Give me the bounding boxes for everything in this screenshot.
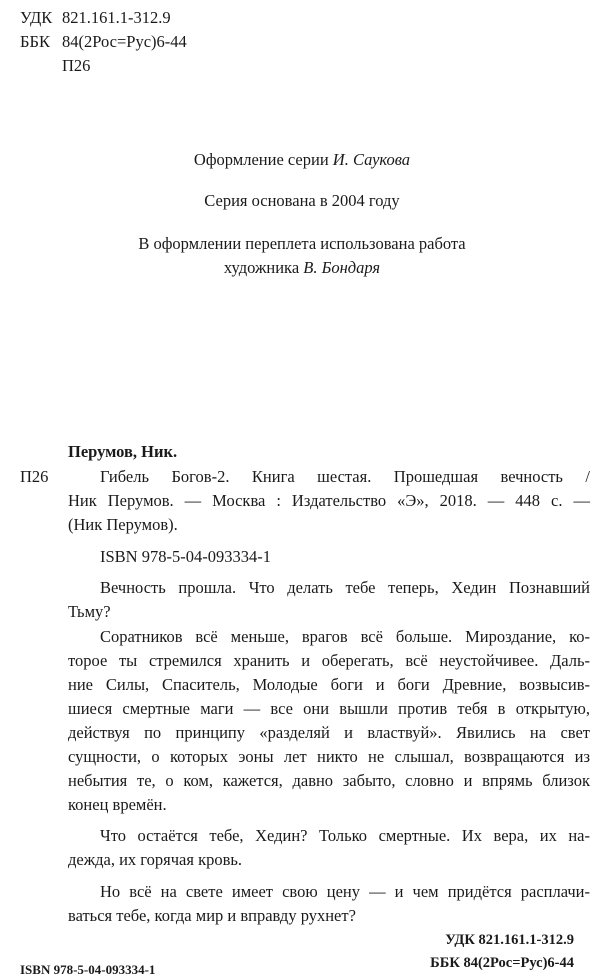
author-mark-top: П26 [62, 56, 91, 75]
annotation-line: торое ты стремился хранить и оберегать, всё неустойчивее. Даль- [68, 651, 590, 670]
cover-artist: В. Бондаря [303, 258, 381, 277]
annotation-line: ние Силы, Спаситель, Молодые боги и боги Древние, возвысив- [68, 675, 590, 694]
cover-credit-line1: В оформлении переплета использована работа [138, 234, 466, 253]
bbk-value: 84(2Рос=Рус)6-44 [62, 32, 187, 51]
annotation-line: Вечность прошла. Что делать тебе теперь, Хедин Познавший [100, 578, 590, 597]
series-designer: И. Саукова [332, 150, 411, 169]
annotation-line: конец времён. [68, 795, 167, 814]
author-heading: Перумов, Ник. [68, 442, 178, 461]
card-bbk: ББК 84(2Рос=Рус)6-44 [430, 955, 574, 971]
annotation-line: шиеся смертные маги — все они вышли против тебя в открытую, [68, 699, 590, 718]
series-design-label: Оформление серии [193, 150, 329, 169]
annotation-line: дежда, их горячая кровь. [68, 850, 243, 869]
annotation-line: ваться тебе, когда мир и вправду рухнет? [68, 906, 356, 925]
annotation-line: Тьму? [68, 602, 111, 621]
biblio-line: Ник Перумов. — Москва : Издательство «Э», 2018. — 448 с. — [68, 491, 590, 510]
annotation-line: Что остаётся тебе, Хедин? Только смертные. Их вера, их на- [100, 826, 590, 845]
series-design-line [0, 150, 604, 170]
footer-isbn: ISBN 978-5-04-093334-1 [20, 962, 156, 977]
cover-credit-line2 [0, 258, 604, 278]
biblio-line: (Ник Перумов). [68, 515, 178, 534]
annotation-line: сущности, о которых эоны лет никто не слышал, возвращаются из [68, 747, 590, 766]
biblio-line: Гибель Богов-2. Книга шестая. Прошедшая вечность / [100, 467, 590, 486]
annotation-line: Но всё на свете имеет свою цену — и чем придётся расплачи- [100, 882, 590, 901]
card-isbn: ISBN 978-5-04-093334-1 [100, 547, 271, 566]
bbk-label: ББК [20, 32, 50, 51]
author-mark: П26 [20, 467, 49, 486]
annotation-line: небытия те, о ком, кажется, давно забыто, словно и впрямь близок [68, 771, 590, 790]
udk-label: УДК [20, 8, 53, 27]
cover-credit-prefix: художника [223, 258, 300, 277]
udk-value: 821.161.1-312.9 [62, 8, 171, 27]
annotation-line: Соратников всё меньше, врагов всё больше. Мироздание, ко- [100, 627, 590, 646]
annotation-line: действуя по принципу «разделяй и властвуй». Явились на свет [68, 723, 590, 742]
series-founded: Серия основана в 2004 году [204, 191, 400, 210]
card-udk: УДК 821.161.1-312.9 [445, 932, 574, 948]
